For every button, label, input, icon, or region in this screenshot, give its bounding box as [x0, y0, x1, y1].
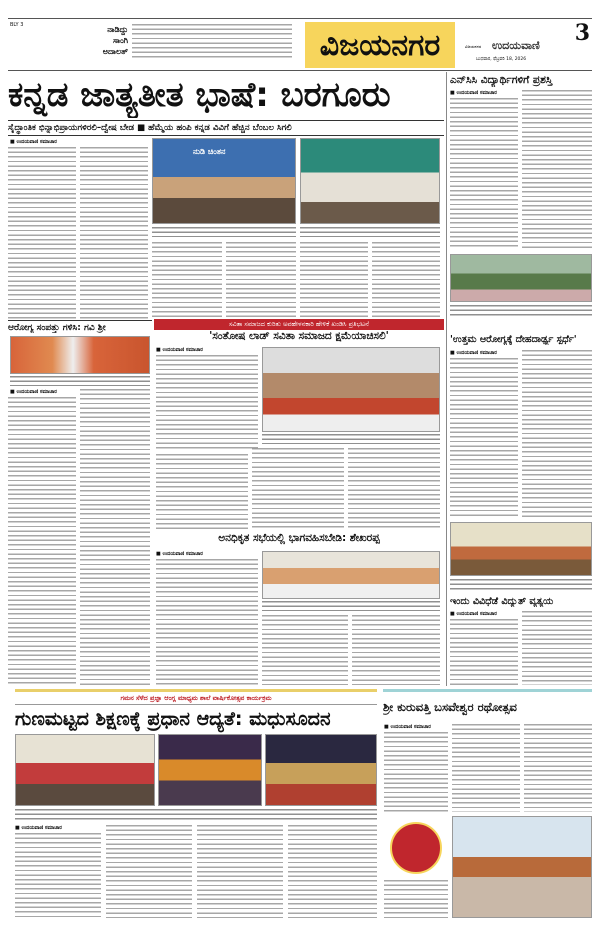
article-text [522, 611, 592, 685]
article-text [300, 242, 368, 320]
lead-photo-1 [152, 138, 296, 224]
bodybuilding-photo [450, 522, 592, 576]
article-text [132, 24, 292, 60]
ncc-headline: ಎನ್‌ಸಿಸಿ ವಿದ್ಯಾರ್ಥಿಗಳಿಗೆ ಪ್ರಶಸ್ತಿ [450, 74, 553, 86]
article-text [352, 615, 440, 685]
article-text [152, 242, 222, 320]
article-text [197, 825, 283, 918]
article-text [524, 724, 592, 812]
article-text [384, 732, 448, 812]
meeting-photo [262, 551, 440, 599]
article-text [300, 227, 440, 237]
article-text [450, 305, 592, 317]
issue-date: ಬುಧವಾರ, ಫೆಬ್ರವರಿ 18, 2026 [476, 57, 527, 62]
school-kicker: ಗಮನ ಸೆಳೆದ ಪ್ರಜ್ಞಾ ಆಂಗ್ಲ ಮಾಧ್ಯಮ ಶಾಲೆ ವಾರ್ಷಿಕೋತ್ಸವ ಕಾರ್ಯಕ್ರಮ [120, 694, 272, 702]
article-text [15, 833, 101, 918]
article-text [8, 147, 76, 320]
article-text [522, 350, 592, 518]
article-text [106, 825, 192, 918]
byline: ■ ಉದಯವಾಣಿ ಸಮಾಚಾರ [156, 551, 203, 557]
savita-photo [262, 347, 440, 432]
article-text [252, 448, 344, 530]
health-photo [10, 336, 150, 374]
rathotsava-photo [452, 816, 592, 918]
lead-headline: ಕನ್ನಡ ಜಾತ್ಯತೀತ ಭಾಷೆ: ಬರಗೂರು [8, 75, 391, 115]
article-text [452, 724, 520, 812]
paper-prefix: ವಿಜಯನಗರ [465, 44, 482, 49]
article-text [372, 242, 440, 320]
school-photo-3 [265, 734, 377, 806]
section-title: ವಿಜಯನಗರ [319, 27, 441, 63]
meeting-headline: ಅನಧಿಕೃತ ಸಭೆಯಲ್ಲಿ ಭಾಗವಹಿಸಬೇಡಿ: ಶೇಖರಪ್ಪ [218, 532, 380, 544]
article-text [8, 397, 76, 685]
promo-badge [390, 822, 442, 874]
article-text [262, 601, 440, 611]
byline: ■ ಉದಯವಾಣಿ ಸಮಾಚಾರ [450, 611, 497, 617]
savita-kicker: ಸವಿತಾ ಸಮಾಜದ ಕುರಿತು ಅವಹೇಳನಕಾರಿ ಹೇಳಿಕೆ ಖಂಡಿಸಿ ಪ್ರತಿಭಟನೆ [154, 319, 444, 330]
section-masthead [305, 22, 455, 68]
lead-subhead: ಸೈದ್ಧಾಂತಿಕ ಭಿನ್ನಾಭಿಪ್ರಾಯಗಳಿರಲಿ–ದ್ವೇಷ ಬೇಡ ■ ಹೆಮ್ಮೆಯ ಹಂಪಿ ಕನ್ನಡ ವಿವಿಗೆ ಹೆಚ್ಚಿನ ಬೆಂಬಲ ಸಿಗಲಿ [8, 120, 444, 136]
lead-photo-2 [300, 138, 440, 224]
article-text [80, 389, 150, 685]
school-headline: ಗುಣಮಟ್ಟದ ಶಿಕ್ಷಣಕ್ಕೆ ಪ್ರಧಾನ ಆದ್ಯತೆ: ಮಧುಸೂದನ [15, 704, 377, 733]
article-text [226, 242, 296, 320]
article-text [450, 579, 592, 591]
article-text [156, 454, 248, 530]
article-text [10, 376, 150, 386]
article-text [262, 615, 348, 685]
paper-name: ಉದಯವಾಣಿ [492, 39, 540, 52]
byline: ■ ಉದಯವಾಣಿ ಸಮಾಚಾರ [384, 724, 431, 730]
byline: ■ ಉದಯವಾಣಿ ಸಮಾಚಾರ [10, 139, 57, 145]
article-text [288, 825, 377, 918]
article-text [156, 355, 258, 450]
article-text [262, 434, 440, 444]
article-text [384, 880, 448, 918]
byline: ■ ಉದಯವಾಣಿ ಸಮಾಚಾರ [15, 825, 62, 831]
bodybuilding-headline: 'ಉತ್ತಮ ಆರೋಗ್ಯಕ್ಕೆ ದೇಹದಾರ್ಢ್ಯ ಸ್ಪರ್ಧೆ' [450, 334, 577, 345]
health-headline: ಆರೋಗ್ಯ ಸಂಪತ್ತು ಗಳಿಸಿ: ಗವಿ ಶ್ರೀ [8, 320, 152, 333]
page-number: 3 [574, 20, 590, 46]
article-text [348, 448, 440, 530]
power-headline: ಇಂದು ವಿವಿಧೆಡೆ ವಿದ್ಯುತ್ ವ್ಯತ್ಯಯ [450, 596, 554, 607]
article-text [152, 227, 296, 237]
rathotsava-headline: ಶ್ರೀ ಕುರುವತ್ತಿ ಬಸವೇಶ್ವರ ರಥೋತ್ಸವ [383, 700, 517, 714]
page-code: BLY 3 [10, 22, 24, 28]
banner-text: ನುಡಿ ಚಿಂತನ [193, 147, 226, 156]
article-text [156, 559, 258, 685]
article-text [15, 809, 377, 821]
article-text [522, 90, 592, 250]
article-text [80, 147, 148, 320]
byline: ■ ಉದಯವಾಣಿ ಸಮಾಚಾರ [450, 350, 497, 356]
school-photo-1 [15, 734, 155, 806]
teaser-title: ನಾಡಿದ್ದು ಸಾಂಗಿ ಅದಾಲತ್ [102, 25, 128, 56]
article-text [450, 98, 518, 250]
byline: ■ ಉದಯವಾಣಿ ಸಮಾಚಾರ [10, 389, 57, 395]
article-text [450, 358, 518, 518]
byline: ■ ಉದಯವಾಣಿ ಸಮಾಚಾರ [450, 90, 497, 96]
school-photo-2 [158, 734, 262, 806]
article-text [450, 619, 518, 685]
savita-headline: 'ಸಂತೋಷ ಲಾಡ್ ಸವಿತಾ ಸಮಾಜದ ಕ್ಷಮೆಯಾಚಿಸಲಿ' [209, 330, 389, 342]
byline: ■ ಉದಯವಾಣಿ ಸಮಾಚಾರ [156, 347, 203, 353]
ncc-photo [450, 254, 592, 302]
